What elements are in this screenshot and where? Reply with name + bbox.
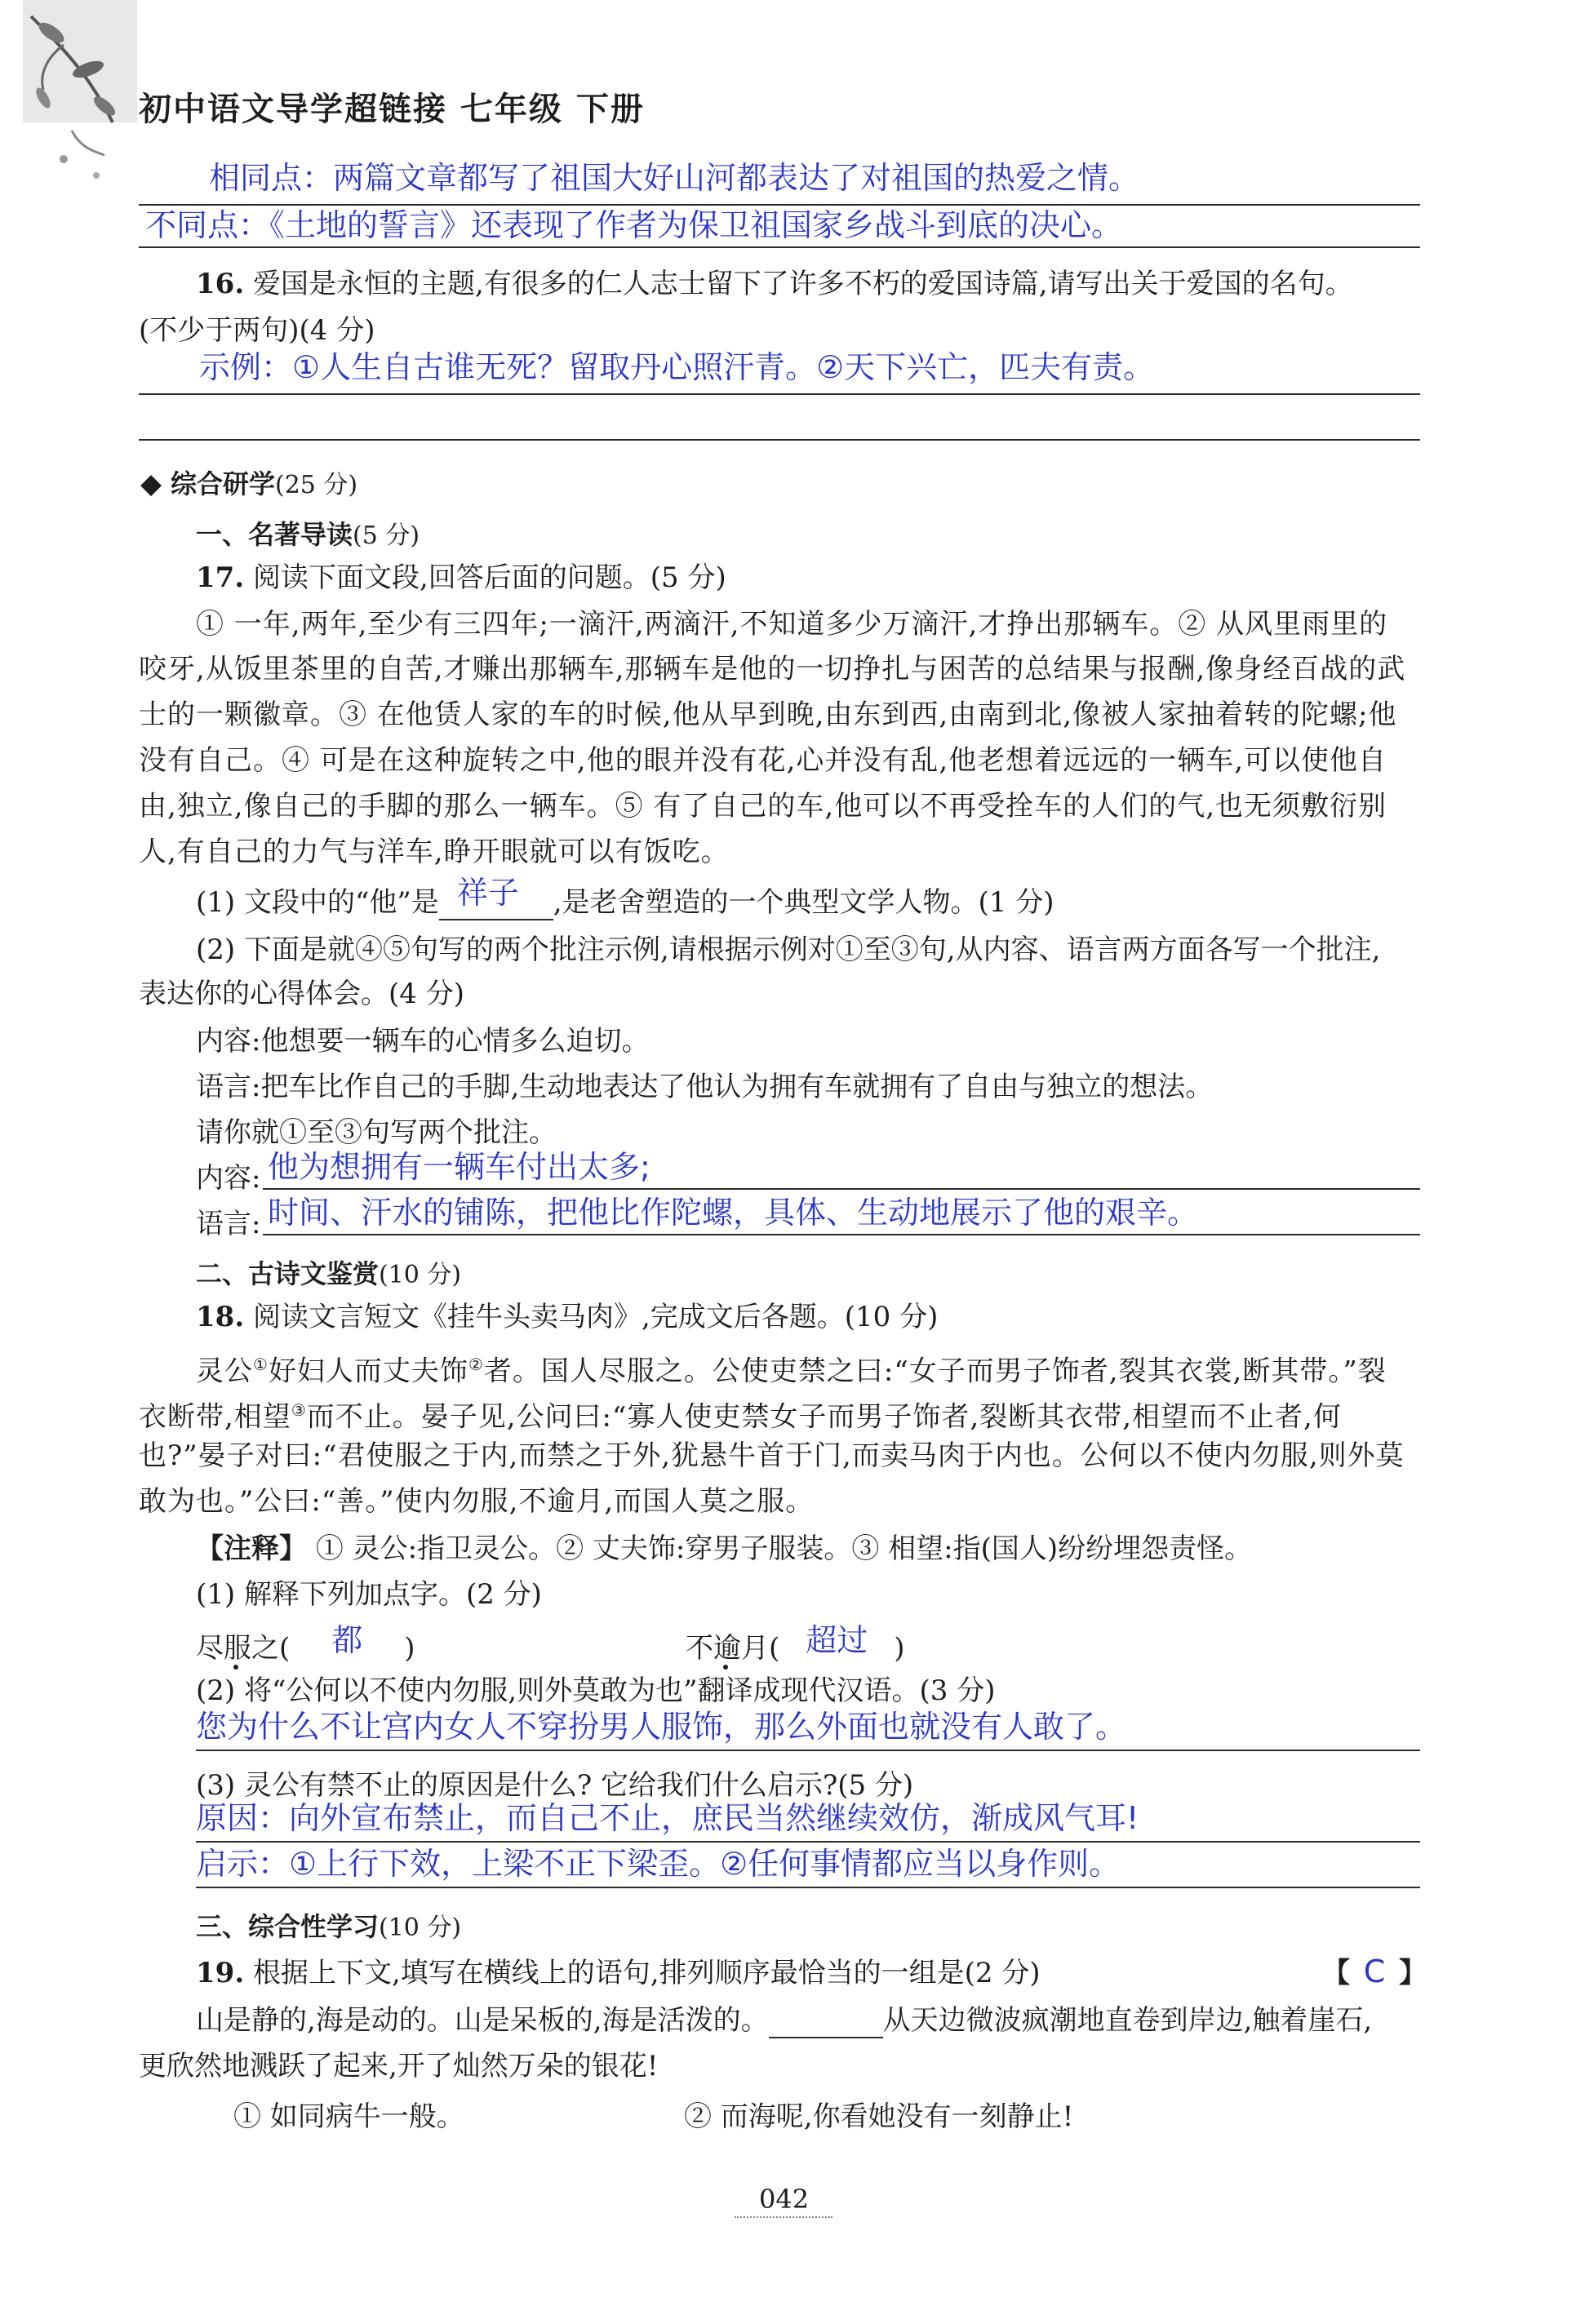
dotted-char: 服 (224, 1632, 251, 1665)
dotted-char: 逾 (713, 1632, 741, 1665)
page-number-underline (735, 2216, 832, 2218)
q16-score: (不少于两句)(4 分) (139, 314, 375, 347)
q18-word1: 尽服之( 都 ) (196, 1622, 415, 1665)
q17-passage-line: ① 一年,两年,至少有三四年;一滴汗,两滴汗,不知道多少万滴汗,才挣出那辆车。② 从风里雨里的 (196, 608, 1388, 641)
blank-field (769, 2004, 883, 2038)
q15-same-answer: 相同点：两篇文章都写了祖国大好山河都表达了对祖国的热爱之情。 (209, 160, 1140, 196)
q16-stem (196, 268, 1353, 300)
answer-line (196, 1887, 1420, 1888)
q18-passage-line: 也?”晏子对曰:“君使服之于内,而禁之于外,犹悬牛首于门,而卖马肉于内也。公何以不使内勿服,则外莫 (139, 1439, 1405, 1472)
q17-passage-line: 士的一颗徽章。③ 在他赁人家的车的时候,他从早到晚,由东到西,由南到北,像被人家抽着转的陀螺;他 (139, 699, 1397, 731)
q18-passage-line: 敢为也。”公曰:“善。”使内勿服,不逾月,而国人莫之服。 (139, 1485, 815, 1518)
q15-diff-answer: 不同点：《土地的誓言》还表现了作者为保卫祖国家乡战斗到底的决心。 (145, 207, 1123, 243)
question-number: 17. (196, 561, 245, 594)
q18-sub1: (1) 解释下列加点字。(2 分) (196, 1578, 542, 1611)
q19-option-1: ① 如同病牛一般。 (233, 2100, 464, 2133)
q17-passage-line: 咬牙,从饭里茶里的自苦,才赚出那辆车,那辆车是他的一切挣扎与困苦的总结果与报酬,像身经百战的武 (139, 653, 1406, 685)
q19-text-line2: 更欣然地溅跃了起来,开了灿然万朵的银花! (139, 2050, 659, 2082)
answer-line (139, 246, 1420, 248)
q18-sub3-reason: 原因：向外宣布禁止，而自己不止，庶民当然继续效仿，渐成风气耳! (196, 1800, 1139, 1836)
section-title: 综合研学 (170, 468, 275, 499)
q17-sub2-line2: 表达你的心得体会。(4 分) (139, 978, 464, 1010)
q17-passage-line: 人,有自己的力气与洋车,睁开眼就可以有饭吃。 (139, 836, 730, 868)
q17-content-label: 内容: (196, 1162, 261, 1195)
q17-stem: 17. 阅读下面文段,回答后面的问题。(5 分) (196, 561, 726, 594)
question-number: 18. (196, 1301, 245, 1333)
answer-line (139, 393, 1420, 395)
q17-sub1-answer: 祥子 (456, 875, 519, 911)
part3-heading: 三、综合性学习(10 分) (196, 1911, 462, 1942)
part1-heading: 一、名著导读(5 分) (196, 519, 420, 550)
diamond-icon: ◆ (140, 468, 162, 500)
q18-word2-answer: 超过 (806, 1622, 868, 1658)
q17-prompt: 请你就①至③句写两个批注。 (196, 1116, 557, 1149)
q18-word2: 不逾月( 超过 ) (686, 1622, 905, 1665)
q19-text-line1: 山是静的,海是动的。山是呆板的,海是活泼的。 从天边微波疯潮地直卷到岸边,触着崖石, (196, 2004, 1373, 2037)
q18-sub3: (3) 灵公有禁不止的原因是什么? 它给我们什么启示?(5 分) (196, 1769, 914, 1802)
q19-answer: C (1363, 1954, 1386, 1989)
q19-answer-box: 【 C 】 (1322, 1954, 1427, 1989)
q17-passage-line: 由,独立,像自己的手脚的那么一辆车。⑤ 有了自己的车,他可以不再受拴车的人们的气,也无须敷衍别 (139, 790, 1387, 823)
q17-content-answer: 他为想拥有一辆车付出太多; (268, 1149, 650, 1185)
section-score: (25 分) (274, 471, 358, 499)
q17-example-content: 内容:他想要一辆车的心情多么迫切。 (196, 1025, 650, 1058)
section-header (140, 463, 357, 501)
q16-text: 爱国是永恒的主题,有很多的仁人志士留下了许多不朽的爱国诗篇,请写出关于爱国的名句。 (252, 268, 1353, 300)
q18-sub2: (2) 将“公何以不使内勿服,则外莫敢为也”翻译成现代汉语。(3 分) (196, 1674, 996, 1707)
q18-stem: 18. 阅读文言短文《挂牛头卖马肉》,完成文后各题。(10 分) (196, 1301, 939, 1333)
q18-passage-line: 灵公①好妇人而丈夫饰②者。国人尽服之。公使吏禁之曰:“女子而男子饰者,裂其衣裳,断其带。”裂 (196, 1355, 1387, 1388)
running-header: 初中语文导学超链接 七年级 下册 (139, 90, 645, 128)
q18-word1-answer: 都 (331, 1622, 363, 1658)
q19-option-2: ② 而海呢,你看她没有一刻静止! (684, 2100, 1074, 2133)
emphasis-dot (233, 1665, 238, 1670)
answer-line (139, 439, 1420, 441)
page-number: 042 (759, 2184, 810, 2215)
answer-line (263, 1188, 1420, 1190)
q17-passage-line: 没有自己。④ 可是在这种旋转之中,他的眼并没有花,心并没有乱,他老想着远远的一辆车,可以使他自 (139, 744, 1387, 777)
q19-stem: 19. 根据上下文,填写在横线上的语句,排列顺序最恰当的一组是(2 分) (196, 1957, 1041, 1989)
question-number: 16. (196, 268, 245, 300)
answer-line (263, 1234, 1420, 1235)
q18-passage-line: 衣断带,相望③而不止。晏子见,公问曰:“寡人使吏禁女子而男子饰者,裂断其衣带,相望而不止者,何 (139, 1400, 1342, 1434)
q18-sub2-answer: 您为什么不让宫内女人不穿扮男人服饰，那么外面也就没有人敢了。 (196, 1709, 1127, 1745)
q17-example-language: 语言:把车比作自己的手脚,生动地表达了他认为拥有车就拥有了自由与独立的想法。 (196, 1071, 1214, 1103)
notes-label: 【注释】 (196, 1532, 307, 1565)
q17-language-label: 语言: (196, 1208, 261, 1240)
q17-sub2-line1: (2) 下面是就④⑤句写的两个批注示例,请根据示例对①至③句,从内容、语言两方面各写一个批注, (196, 934, 1381, 966)
q16-answer: 示例：①人生自古谁无死？留取丹心照汗青。②天下兴亡，匹夫有责。 (199, 349, 1155, 385)
question-number: 19. (196, 1957, 245, 1989)
answer-line (196, 1841, 1420, 1843)
q17-sub1: (1) 文段中的“他”是 祥子 ,是老舍塑造的一个典型文学人物。(1 分) (196, 875, 1054, 919)
answer-line (139, 204, 1420, 206)
answer-line (196, 1750, 1420, 1751)
blank-field (439, 875, 553, 920)
emphasis-dot (723, 1665, 728, 1670)
q17-language-answer: 时间、汗水的铺陈，把他比作陀螺，具体、生动地展示了他的艰辛。 (268, 1195, 1199, 1231)
q18-notes: 【注释】 ① 灵公:指卫灵公。② 丈夫饰:穿男子服装。③ 相望:指(国人)纷纷埋怨责怪。 (196, 1532, 1253, 1565)
ink-branch-decoration (15, 0, 153, 188)
part2-heading: 二、古诗文鉴赏(10 分) (196, 1258, 462, 1289)
q18-sub3-insight: 启示：①上行下效，上梁不正下梁歪。②任何事情都应当以身作则。 (196, 1846, 1121, 1882)
